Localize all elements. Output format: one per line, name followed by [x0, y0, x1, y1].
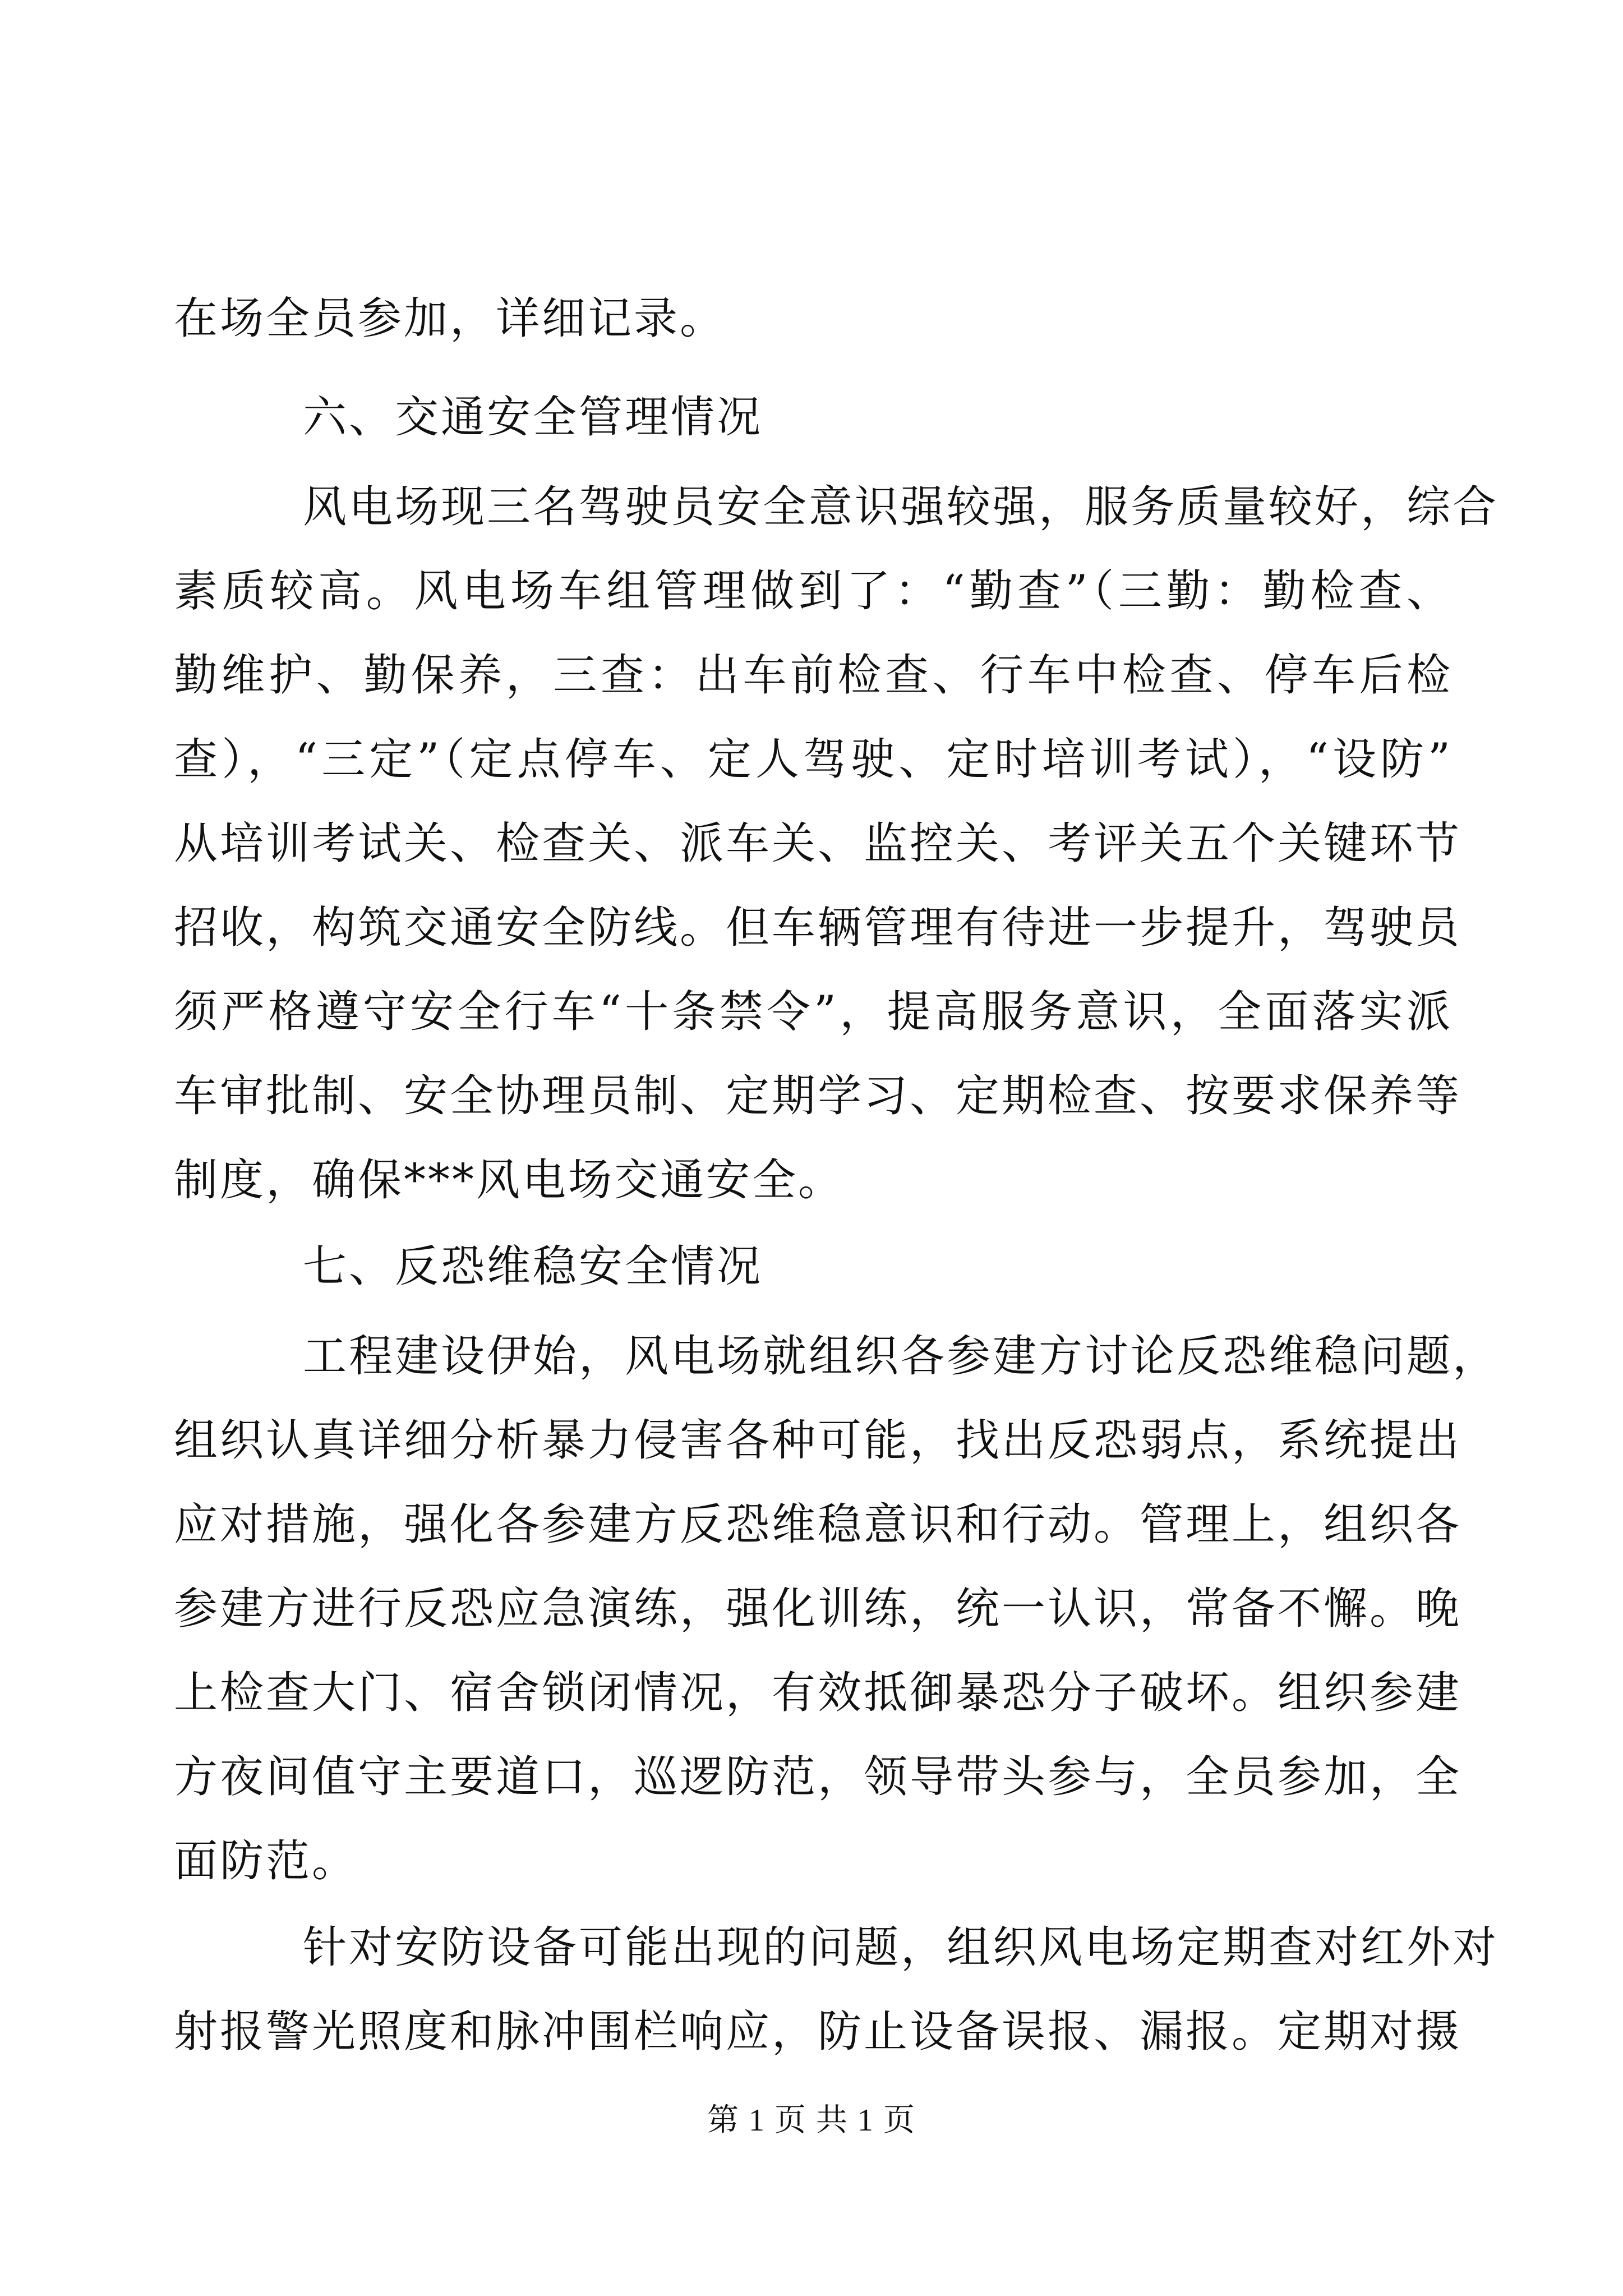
page-footer: 第 1 页 共 1 页	[707, 2103, 916, 2138]
text-line: 从培训考试关、检查关、派车关、监控关、考评关五个关键环节	[174, 818, 1462, 869]
text-line: 车审批制、安全协理员制、定期学习、定期检查、按要求保养等	[174, 1071, 1462, 1121]
text-line: 查），“三定”（定点停车、定人驾驶、定时培训考试），“设防”	[174, 734, 1453, 785]
text-line: 招收，构筑交通安全防线。但车辆管理有待进一步提升，驾驶员	[174, 903, 1462, 953]
text-line: 面防范。	[174, 1836, 358, 1887]
text-line: 工程建设伊始，风电场就组织各参建方讨论反恐维稳问题，	[303, 1331, 1499, 1382]
text-line: 勤维护、勤保养，三查：出车前检查、行车中检查、停车后检	[174, 650, 1453, 701]
section-heading: 六、交通安全管理情况	[303, 392, 763, 443]
text-line: 须严格遵守安全行车“十条禁令”，提高服务意识，全面落实派	[174, 987, 1453, 1037]
text-line: 组织认真详细分析暴力侵害各种可能，找出反恐弱点，系统提出	[174, 1415, 1462, 1466]
text-line: 风电场现三名驾驶员安全意识强较强，服务质量较好，综合	[303, 482, 1499, 532]
text-line: 参建方进行反恐应急演练，强化训练，统一认识，常备不懈。晚	[174, 1584, 1462, 1634]
text-line: 上检查大门、宿舍锁闭情况，有效抵御暴恐分子破坏。组织参建	[174, 1668, 1462, 1718]
text-line: 在场全员参加，详细记录。	[174, 293, 726, 344]
text-line: 制度，确保***风电场交通安全。	[174, 1155, 845, 1205]
section-heading: 七、反恐维稳安全情况	[303, 1241, 763, 1292]
text-line: 应对措施，强化各参建方反恐维稳意识和行动。管理上，组织各	[174, 1499, 1462, 1550]
text-line: 素质较高。风电场车组管理做到了：“勤查”（三勤：勤检查、	[174, 566, 1453, 616]
text-line: 针对安防设备可能出现的问题，组织风电场定期查对红外对	[303, 1922, 1499, 1973]
text-line: 方夜间值守主要道口，巡逻防范，领导带头参与，全员参加，全	[174, 1752, 1462, 1802]
text-line: 射报警光照度和脉冲围栏响应，防止设备误报、漏报。定期对摄	[174, 2007, 1462, 2057]
